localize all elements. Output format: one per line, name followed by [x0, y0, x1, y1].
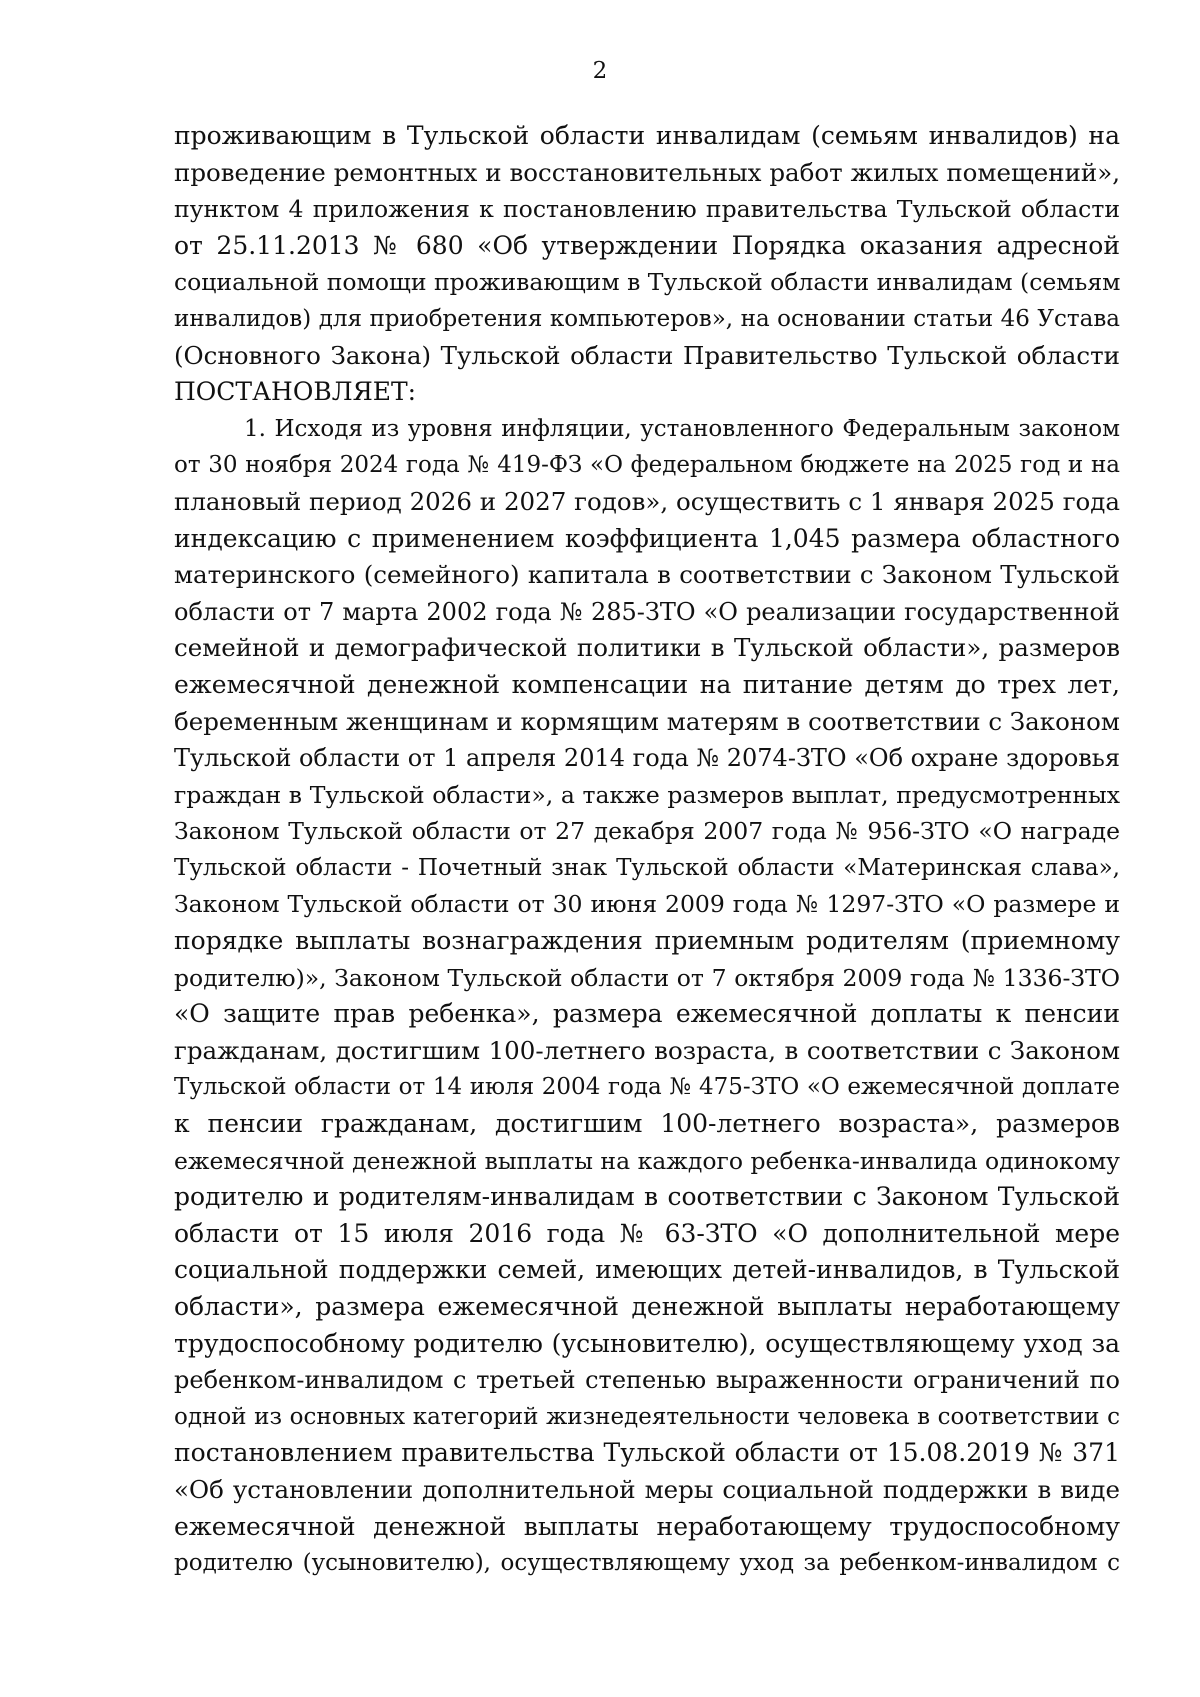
text-line: «Об установлении дополнительной меры социальной поддержки в виде [174, 1474, 1120, 1504]
text-line: проведение ремонтных и восстановительных работ жилых помещений», [174, 157, 1120, 187]
document-body [174, 118, 1120, 1582]
text-line: родителю и родителям-инвалидам в соответствии с Законом Тульской [174, 1182, 1120, 1212]
text-line: материнского (семейного) капитала в соответствии с Законом Тульской [174, 560, 1120, 590]
text-line: области от 7 марта 2002 года № 285-ЗТО «О реализации государственной [174, 597, 1120, 626]
text-line: области от 15 июля 2016 года № 63-ЗТО «О дополнительной мере [174, 1218, 1120, 1248]
text-line: ежемесячной денежной выплаты на каждого ребенка-инвалида одинокому [174, 1146, 1120, 1175]
text-line: граждан в Тульской области», а также размеров выплат, предусмотренных [174, 780, 1120, 809]
text-line: одной из основных категорий жизнедеятельности человека в соответствии с [174, 1403, 1120, 1430]
text-line: (Основного Закона) Тульской области Правительство Тульской области [174, 340, 1120, 370]
text-line: ежемесячной денежной компенсации на питание детям до трех лет, [174, 669, 1120, 699]
text-line: к пенсии гражданам, достигшим 100-летнего возраста», размеров [174, 1109, 1120, 1139]
text-line: ежемесячной денежной выплаты неработающему трудоспособному [174, 1511, 1120, 1541]
text-line: социальной помощи проживающим в Тульской области инвалидам (семьям [174, 268, 1120, 297]
text-line: постановлением правительства Тульской области от 15.08.2019 № 371 [174, 1438, 1120, 1468]
text-line: ребенком-инвалидом с третьей степенью выраженности ограничений по [174, 1366, 1120, 1395]
text-line: порядке выплаты вознаграждения приемным родителям (приемному [174, 926, 1120, 956]
text-line: Законом Тульской области от 27 декабря 2007 года № 956-ЗТО «О награде [174, 817, 1120, 846]
text-line: индексацию с применением коэффициента 1,045 размера областного [174, 523, 1120, 553]
text-line: гражданам, достигшим 100-летнего возраста, в соответствии с Законом [174, 1035, 1120, 1065]
text-line: родителю (усыновителю), осуществляющему уход за ребенком-инвалидом с [174, 1550, 1120, 1577]
text-line: плановый период 2026 и 2027 годов», осуществить с 1 января 2025 года [174, 486, 1120, 516]
text-line: Тульской области от 14 июля 2004 года № 475-ЗТО «О ежемесячной доплате [174, 1074, 1120, 1101]
text-line: Тульской области - Почетный знак Тульской области «Материнская слава», [174, 854, 1120, 881]
text-line: Тульской области от 1 апреля 2014 года № 2074-ЗТО «Об охране здоровья [174, 744, 1120, 773]
paragraph-start-line: 1. Исходя из уровня инфляции, установленного Федеральным законом [244, 415, 1120, 442]
text-line: социальной поддержки семей, имеющих детей-инвалидов, в Тульской [174, 1255, 1120, 1285]
text-line: ПОСТАНОВЛЯЕТ: [174, 377, 417, 407]
text-line: беременным женщинам и кормящим матерям в соответствии с Законом [174, 706, 1120, 736]
text-line: трудоспособному родителю (усыновителю), осуществляющему уход за [174, 1328, 1120, 1358]
text-line: родителю)», Законом Тульской области от 7 октября 2009 года № 1336-ЗТО [174, 963, 1120, 992]
text-line: «О защите прав ребенка», размера ежемесячной доплаты к пенсии [174, 999, 1120, 1029]
text-line: пунктом 4 приложения к постановлению правительства Тульской области [174, 195, 1120, 224]
text-line: области», размера ежемесячной денежной выплаты неработающему [174, 1292, 1120, 1321]
text-line: семейной и демографической политики в Тульской области», размеров [174, 633, 1120, 663]
page-number: 2 [592, 58, 608, 84]
text-line: от 25.11.2013 № 680 «Об утверждении Порядка оказания адресной [174, 230, 1120, 260]
text-line: Законом Тульской области от 30 июня 2009 года № 1297-ЗТО «О размере и [174, 890, 1120, 919]
text-line: от 30 ноября 2024 года № 419-ФЗ «О федеральном бюджете на 2025 год и на [174, 452, 1120, 479]
text-line: проживающим в Тульской области инвалидам (семьям инвалидов) на [174, 121, 1120, 150]
text-line: инвалидов) для приобретения компьютеров», на основании статьи 46 Устава [174, 305, 1120, 332]
